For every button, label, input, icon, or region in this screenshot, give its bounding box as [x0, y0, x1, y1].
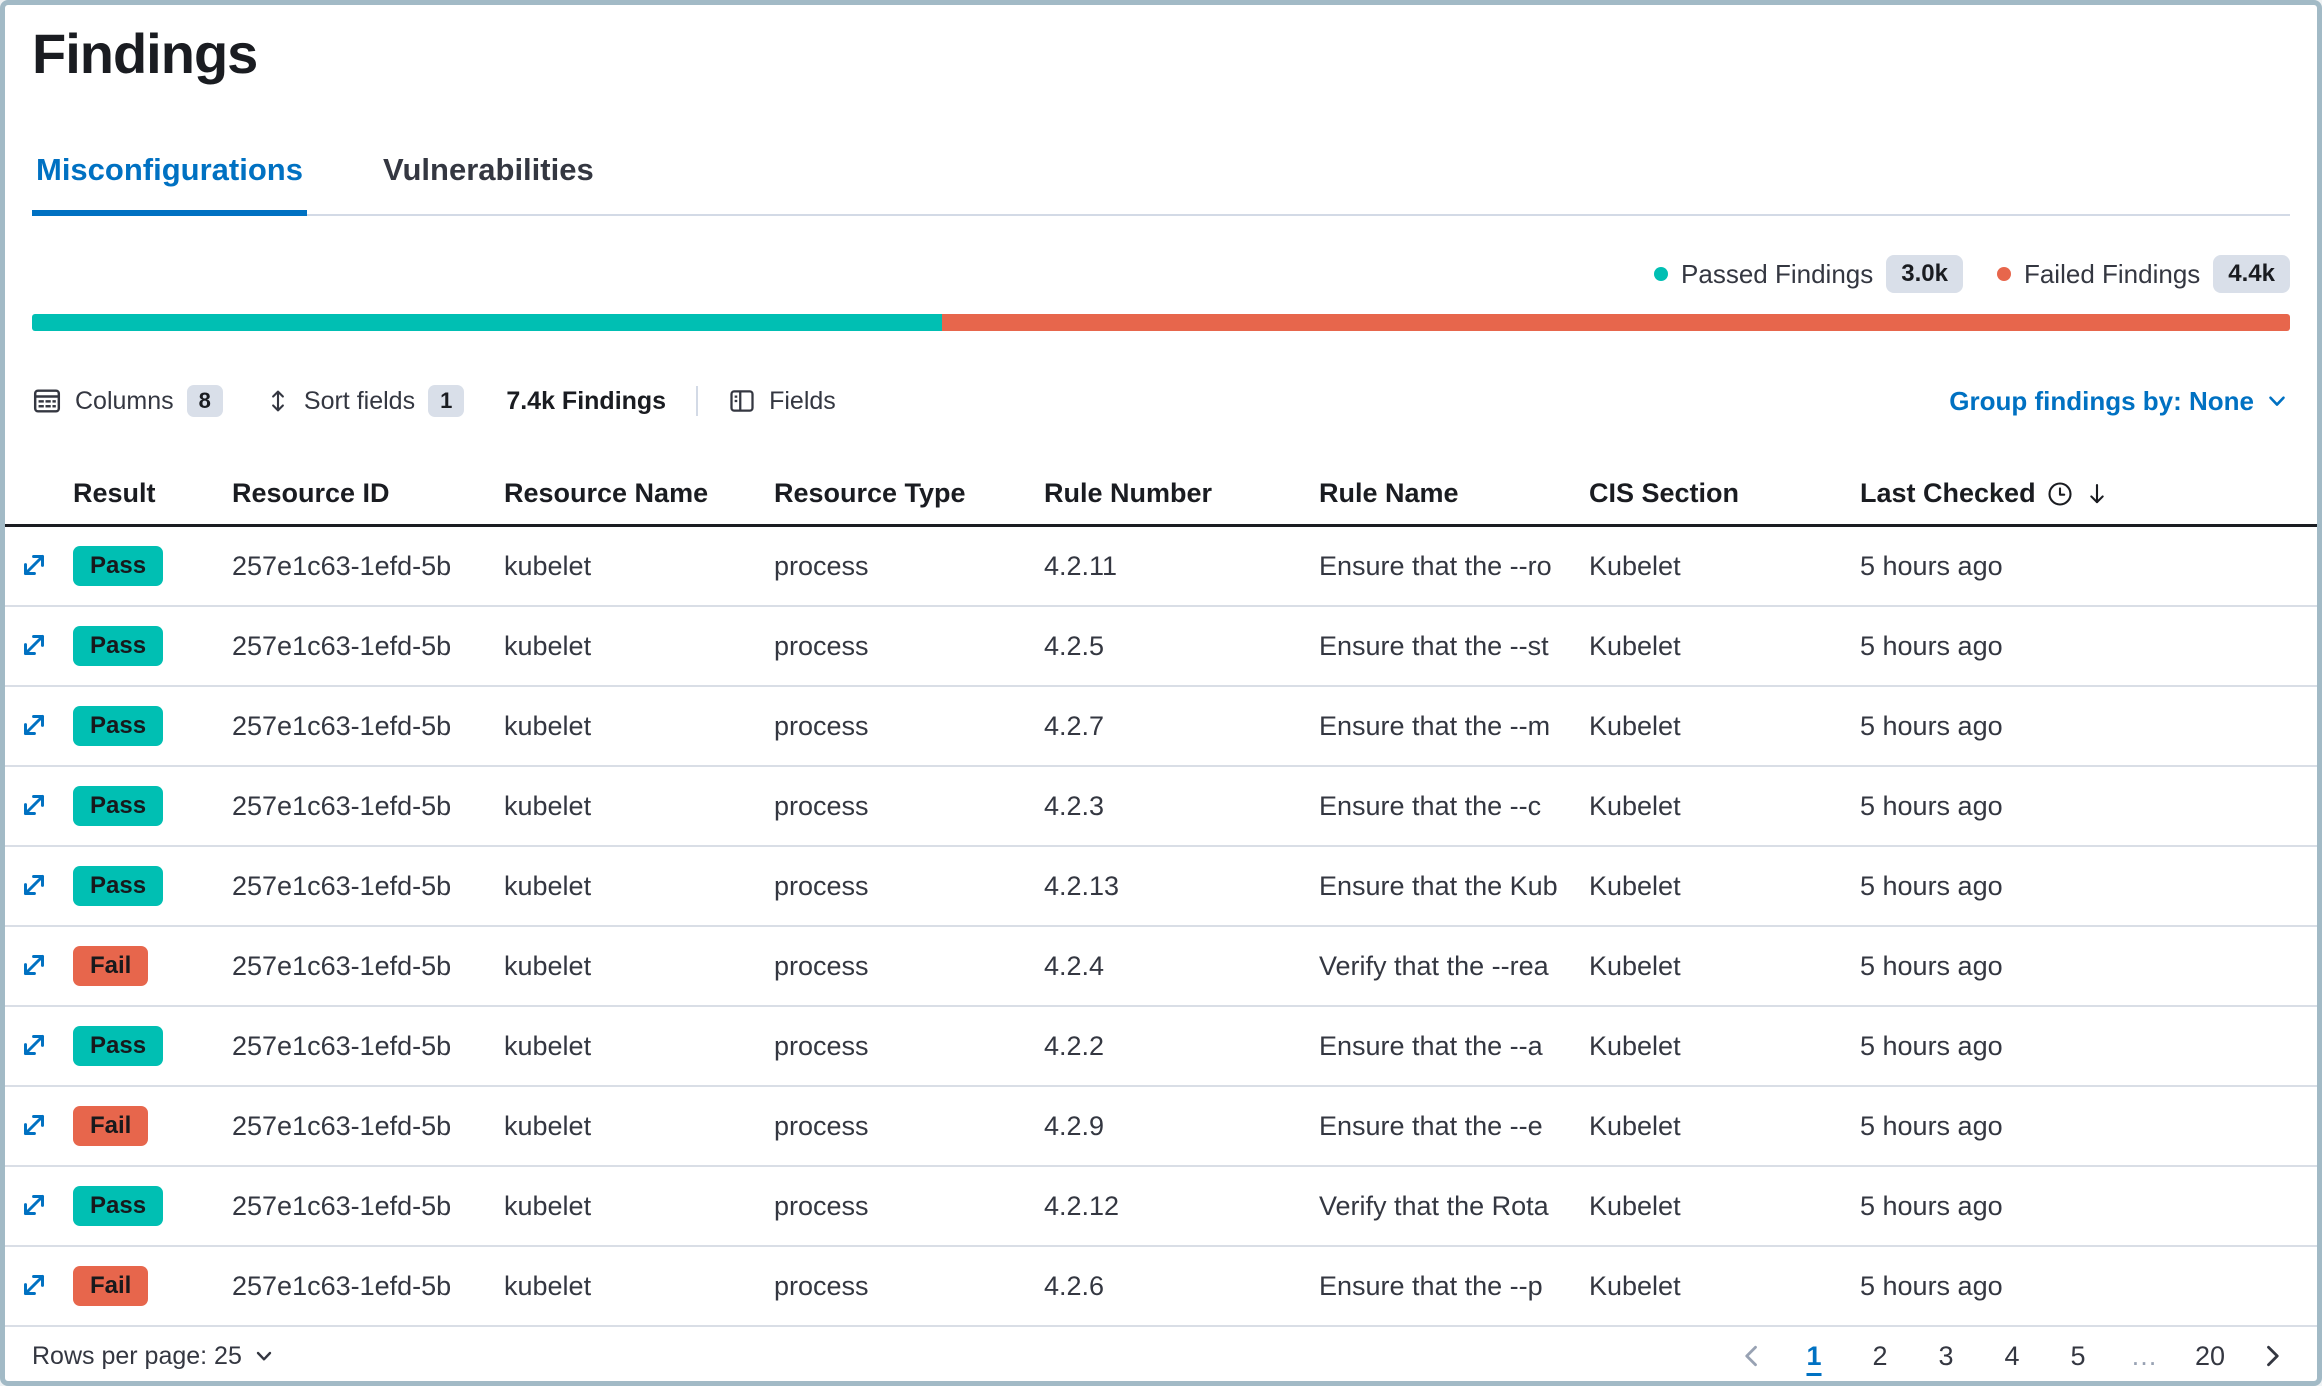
- group-by-label: Group findings by: None: [1949, 385, 2254, 416]
- resource-name-cell: kubelet: [504, 950, 592, 981]
- findings-legend: [32, 254, 2290, 294]
- resource-id-column-header[interactable]: Resource ID: [232, 478, 390, 508]
- result-badge: Pass: [73, 626, 163, 666]
- expand-finding-button[interactable]: [13, 544, 55, 586]
- resource-name-cell: kubelet: [504, 710, 592, 741]
- columns-label: Columns: [75, 386, 174, 415]
- rule-number-cell: 4.2.9: [1044, 1110, 1105, 1141]
- clock-icon: [2046, 480, 2074, 508]
- rule-name-column-header[interactable]: Rule Name: [1319, 478, 1459, 508]
- table-grid-icon: [32, 386, 62, 416]
- rule-name-cell: Ensure that the --e: [1319, 1110, 1543, 1141]
- cis-section-cell: Kubelet: [1589, 630, 1681, 661]
- rule-name-cell: Ensure that the --ro: [1319, 550, 1552, 581]
- resource-type-cell: process: [774, 950, 869, 981]
- rule-name-cell: Ensure that the --m: [1319, 710, 1551, 741]
- previous-page-button[interactable]: [1734, 1342, 1770, 1370]
- resource-name-column-header[interactable]: Resource Name: [504, 478, 709, 508]
- table-footer: [32, 1327, 2290, 1385]
- fields-label: Fields: [769, 386, 836, 415]
- table-row: [5, 607, 2317, 687]
- resource-id-cell: 257e1c63-1efd-5b: [232, 1190, 452, 1221]
- page-title: Findings: [32, 22, 258, 85]
- passed-dot-icon: [1654, 267, 1668, 281]
- page-button-5[interactable]: 5: [2070, 1340, 2086, 1371]
- tab-bar: [32, 152, 2290, 216]
- cis-section-cell: Kubelet: [1589, 710, 1681, 741]
- result-badge: Pass: [73, 706, 163, 746]
- cis-section-cell: Kubelet: [1589, 790, 1681, 821]
- table-row: [5, 687, 2317, 767]
- resource-id-cell: 257e1c63-1efd-5b: [232, 630, 452, 661]
- last-checked-cell: 5 hours ago: [1860, 870, 2003, 901]
- table-row: [5, 1007, 2317, 1087]
- cis-section-cell: Kubelet: [1589, 1030, 1681, 1061]
- rule-name-cell: Ensure that the Kub: [1319, 870, 1558, 901]
- resource-name-cell: kubelet: [504, 1190, 592, 1221]
- last-checked-cell: 5 hours ago: [1860, 1110, 2003, 1141]
- resource-type-cell: process: [774, 710, 869, 741]
- cis-section-cell: Kubelet: [1589, 950, 1681, 981]
- rows-per-page-label: Rows per page: 25: [32, 1341, 242, 1370]
- passed-findings-legend: [1654, 255, 1963, 293]
- failed-findings-count-badge: 4.4k: [2213, 255, 2290, 293]
- table-toolbar: [32, 379, 2290, 423]
- last-checked-cell: 5 hours ago: [1860, 550, 2003, 581]
- resource-type-cell: process: [774, 550, 869, 581]
- last-checked-cell: 5 hours ago: [1860, 710, 2003, 741]
- table-row: [5, 527, 2317, 607]
- resource-id-cell: 257e1c63-1efd-5b: [232, 1030, 452, 1061]
- toolbar-divider: [696, 386, 698, 416]
- resource-name-cell: kubelet: [504, 1110, 592, 1141]
- tab-vulnerabilities[interactable]: Vulnerabilities: [382, 152, 594, 187]
- last-checked-column-header[interactable]: [1841, 478, 2317, 509]
- rule-name-cell: Verify that the --rea: [1319, 950, 1549, 981]
- rule-number-cell: 4.2.2: [1044, 1030, 1105, 1061]
- resource-name-cell: kubelet: [504, 870, 592, 901]
- pass-fail-distribution-bar: [32, 314, 2290, 331]
- rule-name-cell: Ensure that the --c: [1319, 790, 1542, 821]
- cis-section-cell: Kubelet: [1589, 550, 1681, 581]
- resource-name-cell: kubelet: [504, 1270, 592, 1301]
- expand-finding-button[interactable]: [13, 1264, 55, 1306]
- fields-panel-icon: [728, 387, 756, 415]
- table-row: [5, 767, 2317, 847]
- rule-number-cell: 4.2.5: [1044, 630, 1105, 661]
- resource-type-cell: process: [774, 1030, 869, 1061]
- sort-fields-count-badge: 1: [428, 385, 464, 417]
- rule-number-cell: 4.2.3: [1044, 790, 1105, 821]
- expand-finding-button[interactable]: [13, 1024, 55, 1066]
- resource-type-cell: process: [774, 1110, 869, 1141]
- sort-descending-arrow-icon: [2084, 481, 2110, 507]
- resource-type-cell: process: [774, 1270, 869, 1301]
- resource-name-cell: kubelet: [504, 790, 592, 821]
- failed-dot-icon: [1997, 267, 2011, 281]
- rows-per-page-button[interactable]: [32, 1342, 276, 1371]
- cis-section-cell: Kubelet: [1589, 1270, 1681, 1301]
- rule-number-cell: 4.2.13: [1044, 870, 1120, 901]
- resource-type-column-header[interactable]: Resource Type: [774, 478, 966, 508]
- failed-findings-label: Failed Findings: [2023, 258, 2201, 289]
- table-header-row: [5, 463, 2317, 527]
- last-checked-cell: 5 hours ago: [1860, 1190, 2003, 1221]
- resource-type-cell: process: [774, 870, 869, 901]
- page-button-2[interactable]: 2: [1872, 1340, 1888, 1371]
- expand-finding-button[interactable]: [13, 1104, 55, 1146]
- rule-name-cell: Ensure that the --st: [1319, 630, 1549, 661]
- tab-misconfigurations[interactable]: Misconfigurations: [32, 152, 307, 216]
- result-badge: Pass: [73, 1026, 163, 1066]
- expand-finding-button[interactable]: [13, 1184, 55, 1226]
- columns-count-badge: 8: [187, 385, 223, 417]
- chevron-down-icon: [252, 1344, 276, 1368]
- expand-finding-button[interactable]: [13, 704, 55, 746]
- resource-name-cell: kubelet: [504, 1030, 592, 1061]
- rule-name-cell: Ensure that the --a: [1319, 1030, 1543, 1061]
- fields-button[interactable]: [728, 387, 836, 416]
- rule-number-cell: 4.2.4: [1044, 950, 1105, 981]
- expand-finding-button[interactable]: [13, 784, 55, 826]
- table-row: [5, 1247, 2317, 1327]
- failed-findings-legend: [1997, 255, 2290, 293]
- table-row: [5, 927, 2317, 1007]
- findings-total-count: 7.4k Findings: [506, 386, 667, 415]
- rule-number-cell: 4.2.7: [1044, 710, 1105, 741]
- table-row: [5, 1087, 2317, 1167]
- cis-section-column-header[interactable]: CIS Section: [1589, 478, 1740, 508]
- rule-number-cell: 4.2.12: [1044, 1190, 1120, 1221]
- last-checked-cell: 5 hours ago: [1860, 1030, 2003, 1061]
- resource-name-cell: kubelet: [504, 630, 592, 661]
- cis-section-cell: Kubelet: [1589, 1110, 1681, 1141]
- resource-id-cell: 257e1c63-1efd-5b: [232, 950, 452, 981]
- sort-fields-label: Sort fields: [303, 386, 416, 415]
- last-checked-label: Last Checked: [1860, 478, 2036, 508]
- next-page-button[interactable]: [2254, 1342, 2290, 1370]
- expand-finding-button[interactable]: [13, 624, 55, 666]
- table-row: [5, 1167, 2317, 1247]
- resource-name-cell: kubelet: [504, 550, 592, 581]
- result-badge: Fail: [73, 946, 148, 986]
- sort-arrows-icon: [265, 388, 291, 414]
- expand-finding-button[interactable]: [13, 864, 55, 906]
- rule-name-cell: Verify that the Rota: [1319, 1190, 1549, 1221]
- rule-number-cell: 4.2.6: [1044, 1270, 1105, 1301]
- resource-id-cell: 257e1c63-1efd-5b: [232, 870, 452, 901]
- group-findings-by-button[interactable]: [1949, 386, 2290, 417]
- rule-number-column-header[interactable]: Rule Number: [1044, 478, 1213, 508]
- bar-passed-segment: [32, 314, 942, 331]
- expand-finding-button[interactable]: [13, 944, 55, 986]
- page-button-4[interactable]: 4: [2004, 1340, 2020, 1371]
- chevron-down-icon: [2264, 388, 2290, 414]
- result-badge: Pass: [73, 786, 163, 826]
- rule-name-cell: Ensure that the --p: [1319, 1270, 1543, 1301]
- last-checked-cell: 5 hours ago: [1860, 1270, 2003, 1301]
- result-column-header[interactable]: Result: [73, 478, 156, 508]
- page-button-3[interactable]: 3: [1938, 1340, 1954, 1371]
- result-badge: Pass: [73, 866, 163, 906]
- page-button-1[interactable]: 1: [1806, 1340, 1822, 1371]
- last-checked-cell: 5 hours ago: [1860, 630, 2003, 661]
- result-badge: Pass: [73, 546, 163, 586]
- resource-id-cell: 257e1c63-1efd-5b: [232, 710, 452, 741]
- rule-number-cell: 4.2.11: [1044, 550, 1118, 581]
- resource-type-cell: process: [774, 630, 869, 661]
- resource-type-cell: process: [774, 790, 869, 821]
- pagination: [1734, 1334, 2290, 1378]
- resource-type-cell: process: [774, 1190, 869, 1221]
- cis-section-cell: Kubelet: [1589, 1190, 1681, 1221]
- result-badge: Pass: [73, 1186, 163, 1226]
- page-button-20[interactable]: 20: [2194, 1340, 2226, 1371]
- resource-id-cell: 257e1c63-1efd-5b: [232, 550, 452, 581]
- last-checked-cell: 5 hours ago: [1860, 950, 2003, 981]
- result-badge: Fail: [73, 1266, 148, 1306]
- last-checked-cell: 5 hours ago: [1860, 790, 2003, 821]
- columns-button[interactable]: [32, 385, 223, 417]
- resource-id-cell: 257e1c63-1efd-5b: [232, 790, 452, 821]
- resource-id-cell: 257e1c63-1efd-5b: [232, 1110, 452, 1141]
- pagination-ellipsis: …: [2130, 1340, 2158, 1371]
- passed-findings-label: Passed Findings: [1681, 258, 1874, 289]
- table-row: [5, 847, 2317, 927]
- passed-findings-count-badge: 3.0k: [1886, 255, 1963, 293]
- result-badge: Fail: [73, 1106, 148, 1146]
- findings-table: [5, 463, 2317, 1327]
- sort-fields-button[interactable]: [265, 385, 464, 417]
- cis-section-cell: Kubelet: [1589, 870, 1681, 901]
- bar-failed-segment: [942, 314, 2290, 331]
- resource-id-cell: 257e1c63-1efd-5b: [232, 1270, 452, 1301]
